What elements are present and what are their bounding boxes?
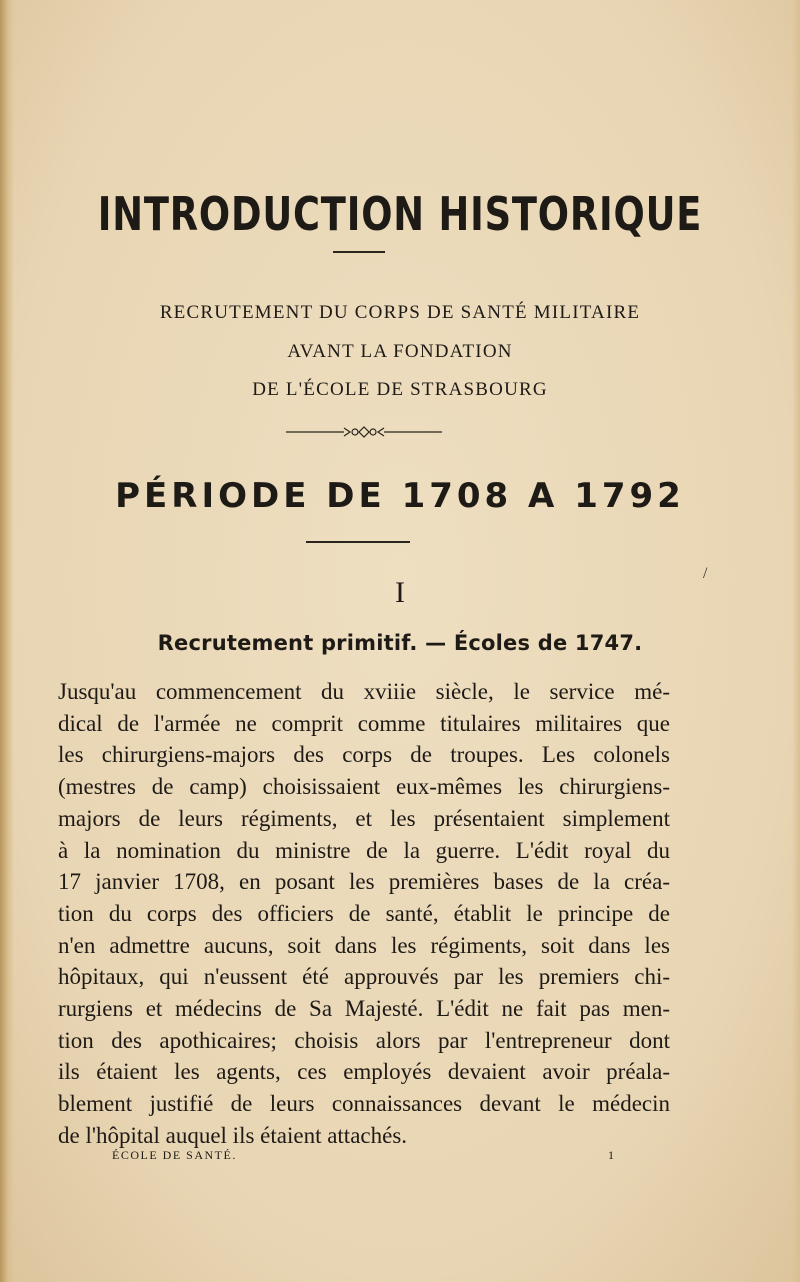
paragraph-line: (mestres de camp) choisissaient eux-mêmes les chirurgiens- [58,774,670,800]
period-heading: PÉRIODE DE 1708 A 1792 [115,476,685,516]
title-rule [333,251,385,253]
paragraph-line: de l'hôpital auquel ils étaient attachés. [58,1122,408,1148]
paragraph-line: dical de l'armée ne comprit comme titulaires militaires que [58,710,670,736]
chapter-number: I [395,576,405,609]
paragraph-line: 17 janvier 1708, en posant les premières bases de la créa- [58,869,670,895]
margin-mark: / [703,565,708,582]
paragraph-line: à la nomination du ministre de la guerre. L'édit royal du [58,837,670,863]
paragraph-line: ils étaient les agents, ces employés devaient avoir préala- [58,1059,670,1085]
ornament-divider [286,425,442,439]
subtitle-line-2: AVANT LA FONDATION [287,341,513,362]
paragraph-line: rurgiens et médecins de Sa Majesté. L'édit ne fait pas men- [58,996,670,1022]
paragraph-line: tion des apothicaires; choisis alors par l'entrepreneur dont [58,1027,670,1053]
body-paragraph [58,676,670,1152]
footer-signature: ÉCOLE DE SANTÉ. [112,1148,237,1162]
paragraph-line: les chirurgiens-majors des corps de troupes. Les colonels [58,742,670,768]
paragraph-line: Jusqu'au commencement du xviiie siècle, le service mé- [58,679,670,704]
footer-sheet-number: 1 [608,1148,614,1162]
paragraph-line: blement justifié de leurs connaissances devant le médecin [58,1091,670,1117]
paragraph-line: tion du corps des officiers de santé, établit le principe de [58,900,670,926]
subtitle-line-1: RECRUTEMENT DU CORPS DE SANTÉ MILITAIRE [159,302,641,323]
period-rule [306,541,410,543]
subtitle-line-3: DE L'ÉCOLE DE STRASBOURG [252,379,548,400]
paragraph-line: majors de leurs régiments, et les présentaient simplement [58,805,670,831]
section-heading: Recrutement primitif. — Écoles de 1747. [157,631,643,655]
paragraph-line: n'en admettre aucuns, soit dans les régiments, soit dans les [58,932,670,958]
page-title: INTRODUCTION HISTORIQUE [97,187,703,241]
paragraph-line: hôpitaux, qui n'eussent été approuvés par les premiers chi- [58,964,670,990]
